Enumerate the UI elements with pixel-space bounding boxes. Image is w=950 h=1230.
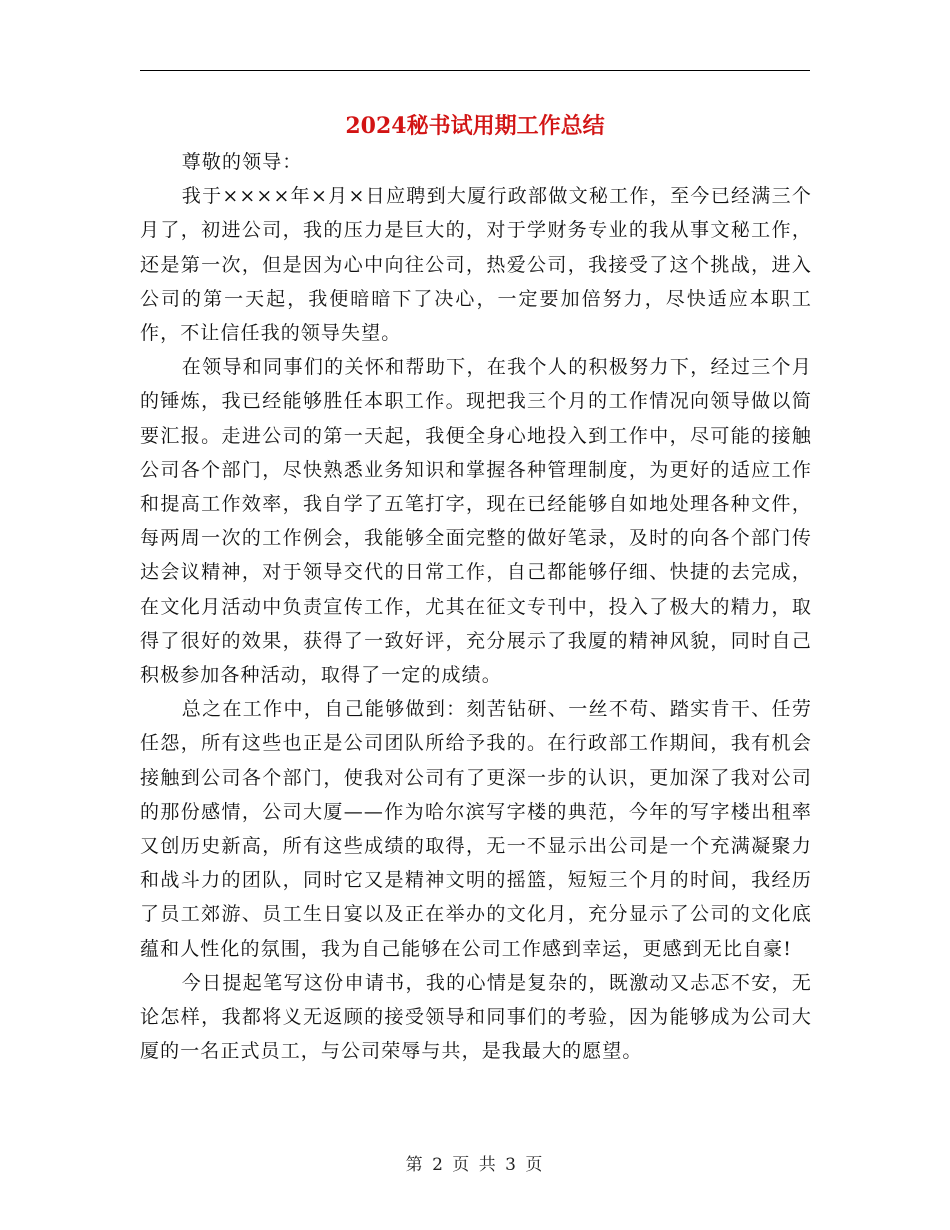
paragraph-2: 在领导和同事们的关怀和帮助下，在我个人的积极努力下，经过三个月的锤炼，我已经能够胜任本职工作。现把我三个月的工作情况向领导做以简要汇报。走进公司的第一天起，我便全身心地投入到工作中，尽可能的接触公司各个部门，尽快熟悉业务知识和掌握各种管理制度，为更好的适应工作和提高工作效率，我自学了五笔打字，现在已经能够自如地处理各种文件，每两周一次的工作例会，我能够全面完整的做好笔录，及时的向各个部门传达会议精神，对于领导交代的日常工作，自己都能够仔细、快捷的去完成，在文化月活动中负责宣传工作，尤其在征文专刊中，投入了极大的精力，取得了很好的效果，获得了一致好评，充分展示了我厦的精神风貌，同时自己积极参加各种活动，取得了一定的成绩。: [140, 356, 812, 687]
paragraph-3: 总之在工作中，自己能够做到：刻苦钻研、一丝不苟、踏实肯干、任劳任怨，所有这些也正是公司团队所给予我的。在行政部工作期间，我有机会接触到公司各个部门，使我对公司有了更深一步的认识，更加深了我对公司的那份感情，公司大厦——作为哈尔滨写字楼的典范，今年的写字楼出租率又创历史新高，所有这些成绩的取得，无一不显示出公司是一个充满凝聚力和战斗力的团队，同时它又是精神文明的摇篮，短短三个月的时间，我经历了员工郊游、员工生日宴以及正在举办的文化月，充分显示了公司的文化底蕴和人性化的氛围，我为自己能够在公司工作感到幸运，更感到无比自豪!: [140, 698, 812, 960]
page-number-footer: 第 2 页 共 3 页: [405, 1155, 545, 1175]
paragraph-4: 今日提起笔写这份申请书，我的心情是复杂的，既激动又忐忑不安，无论怎样，我都将义无返顾的接受领导和同事们的考验，因为能够成为公司大厦的一名正式员工，与公司荣辱与共，是我最大的愿望。: [140, 971, 812, 1063]
header-rule: [140, 70, 810, 71]
salutation: 尊敬的领导：: [181, 151, 303, 173]
paragraph-1: 我于××××年×月×日应聘到大厦行政部做文秘工作，至今已经满三个月了，初进公司，我的压力是巨大的，对于学财务专业的我从事文秘工作，还是第一次，但是因为心中向往公司，热爱公司，我接受了这个挑战，进入公司的第一天起，我便暗暗下了决心，一定要加倍努力，尽快适应本职工作，不让信任我的领导失望。: [140, 185, 812, 345]
document-body: [140, 145, 812, 1068]
document-title: 2024秘书试用期工作总结: [345, 113, 605, 139]
